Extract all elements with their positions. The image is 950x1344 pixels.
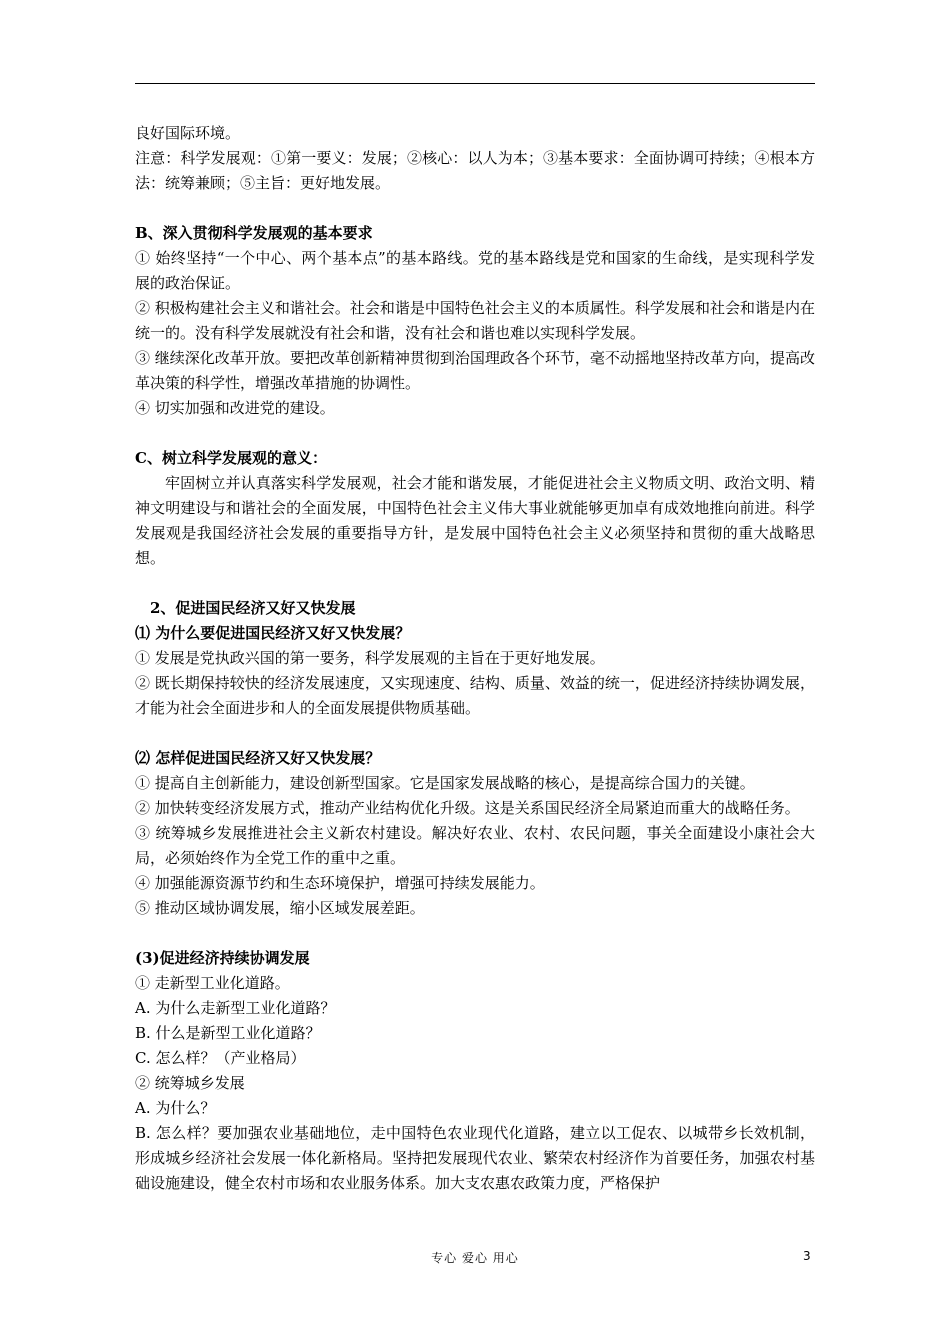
- document-body: [135, 121, 815, 1196]
- spacer: [135, 571, 815, 596]
- list-item: A. 为什么？: [135, 1099, 216, 1117]
- list-item: C. 怎么样？（产业格局）: [135, 1049, 306, 1067]
- list-item: ⑤ 推动区域协调发展，缩小区域发展差距。: [135, 899, 425, 917]
- subheading-q3: (3)促进经济持续协调发展: [135, 949, 310, 967]
- subheading-q1: ⑴ 为什么要促进国民经济又好又快发展？: [135, 624, 411, 642]
- section-heading-b: B、深入贯彻科学发展观的基本要求: [135, 224, 373, 242]
- spacer: [135, 921, 815, 946]
- list-item: ③ 继续深化改革开放。要把改革创新精神贯彻到治国理政各个环节，毫不动摇地坚持改革方向，提高改革决策的科学性，增强改革措施的协调性。: [135, 349, 815, 392]
- page-number: 3: [803, 1249, 811, 1263]
- list-item: ④ 加强能源资源节约和生态环境保护，增强可持续发展能力。: [135, 874, 545, 892]
- list-item: ④ 切实加强和改进党的建设。: [135, 399, 335, 417]
- list-item: B. 什么是新型工业化道路？: [135, 1024, 321, 1042]
- list-item: A. 为什么走新型工业化道路？: [135, 999, 336, 1017]
- paragraph: 良好国际环境。: [135, 124, 241, 142]
- list-item: ③ 统筹城乡发展推进社会主义新农村建设。解决好农业、农村、农民问题，事关全面建设小康社会大局，必须始终作为全党工作的重中之重。: [135, 824, 815, 867]
- spacer: [135, 196, 815, 221]
- list-item: ① 始终坚持“一个中心、两个基本点”的基本路线。党的基本路线是党和国家的生命线，是实现科学发展的政治保证。: [135, 249, 815, 292]
- section-heading-c: C、树立科学发展观的意义：: [135, 449, 327, 467]
- paragraph: 牢固树立并认真落实科学发展观，社会才能和谐发展，才能促进社会主义物质文明、政治文明、精神文明建设与和谐社会的全面发展，中国特色社会主义伟大事业就能够更加卓有成效地推向前进。科学发展观是我国经济社会发展的重要指导方针，是发展中国特色社会主义必须坚持和贯彻的重大战略思想。: [135, 474, 815, 567]
- list-item: ② 既长期保持较快的经济发展速度，又实现速度、结构、质量、效益的统一，促进经济持续协调发展，才能为社会全面进步和人的全面发展提供物质基础。: [135, 674, 815, 717]
- footer-text: 专心 爱心 用心: [431, 1251, 519, 1265]
- note-paragraph: 注意：科学发展观：①第一要义：发展；②核心：以人为本；③基本要求：全面协调可持续；④根本方法：统筹兼顾；⑤主旨：更好地发展。: [135, 149, 815, 192]
- list-item: ① 发展是党执政兴国的第一要务，科学发展观的主旨在于更好地发展。: [135, 649, 605, 667]
- section-heading-2: 2、促进国民经济又好又快发展: [150, 599, 356, 617]
- spacer: [135, 721, 815, 746]
- spacer: [135, 421, 815, 446]
- list-item: ② 加快转变经济发展方式，推动产业结构优化升级。这是关系国民经济全局紧迫而重大的战略任务。: [135, 799, 800, 817]
- list-item: ② 统筹城乡发展: [135, 1074, 245, 1092]
- list-item: ① 走新型工业化道路。: [135, 974, 290, 992]
- list-item: ② 积极构建社会主义和谐社会。社会和谐是中国特色社会主义的本质属性。科学发展和社会和谐是内在统一的。没有科学发展就没有社会和谐，没有社会和谐也难以实现科学发展。: [135, 299, 815, 342]
- list-item: B. 怎么样？要加强农业基础地位，走中国特色农业现代化道路，建立以工促农、以城带乡长效机制，形成城乡经济社会发展一体化新格局。坚持把发展现代农业、繁荣农村经济作为首要任务，加强农村基础设施建设，健全农村市场和农业服务体系。加大支农惠农政策力度，严格保护: [135, 1124, 815, 1192]
- subheading-q2: ⑵ 怎样促进国民经济又好又快发展？: [135, 749, 381, 767]
- list-item: ① 提高自主创新能力，建设创新型国家。它是国家发展战略的核心，是提高综合国力的关键。: [135, 774, 755, 792]
- header-rule: [135, 83, 815, 84]
